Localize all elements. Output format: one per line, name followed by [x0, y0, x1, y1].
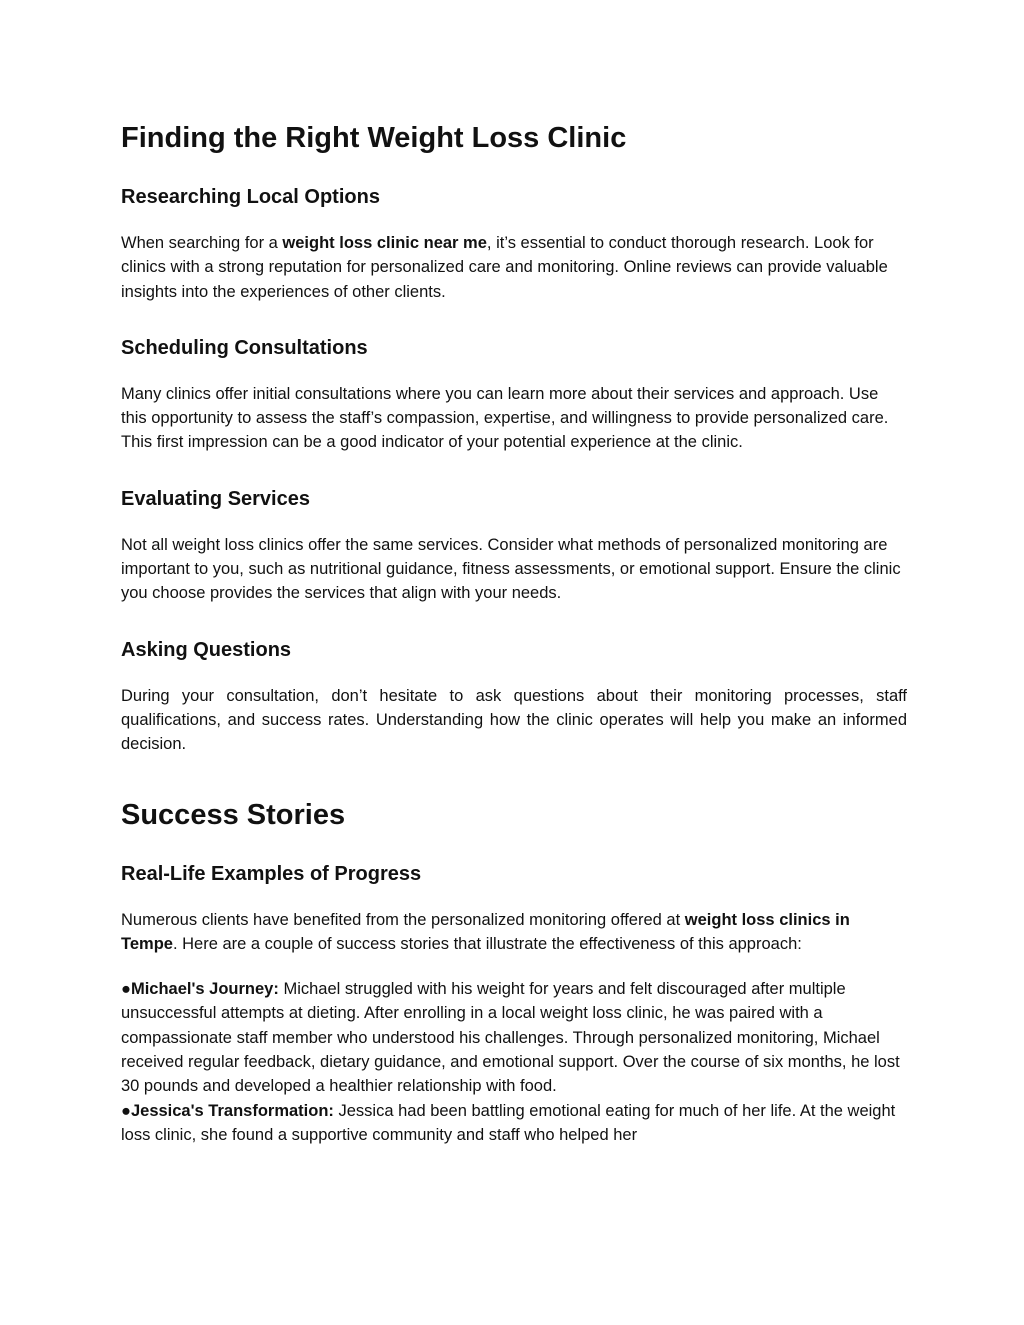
paragraph-text: Numerous clients have benefited from the personalized monitoring offered at — [121, 910, 685, 929]
heading-asking-questions: Asking Questions — [121, 638, 292, 661]
document-page — [121, 118, 907, 1147]
paragraph-text: , it’s essential to conduct thorough research. Look for clinics with a strong reputation for personalized care and monitoring. Online reviews can provide valuable insights into the experiences of other clients. — [121, 234, 888, 301]
paragraph-consultations: Many clinics offer initial consultations where you can learn more about their services and approach. Use this opportunity to assess the staff’s compassion, expertise, and willingness to provide personalized care. This first impression can be a good indicator of your potential experience at the clinic. — [121, 384, 889, 452]
paragraph-text: . Here are a couple of success stories that illustrate the effectiveness of this approach: — [172, 934, 802, 953]
heading-evaluating-services: Evaluating Services — [121, 487, 310, 510]
section-title-finding-clinic: Finding the Right Weight Loss Clinic — [121, 122, 627, 154]
bold-keyword-clinic-near-me: weight loss clinic near me — [282, 234, 487, 252]
heading-real-life-examples: Real-Life Examples of Progress — [121, 862, 422, 885]
story-name: Jessica's Transformation: — [130, 1101, 334, 1120]
paragraph-researching — [121, 231, 907, 304]
paragraph-text: When searching for a — [121, 234, 283, 252]
list-item-jessica — [121, 1099, 907, 1148]
paragraph-examples — [121, 908, 907, 957]
success-stories-list — [121, 977, 907, 1147]
paragraph-questions: During your consultation, don’t hesitate to ask questions about their monitoring processes, staff qualifications, and success rates. Understanding how the clinic operates will help you make an informed decision. — [121, 686, 907, 754]
list-item-michael — [121, 977, 907, 1098]
story-text: Jessica had been battling emotional eating for much of her life. At the weight loss clinic, she found a supportive community and staff who helped her — [121, 1101, 896, 1144]
bullet-icon: ● — [121, 1101, 131, 1120]
paragraph-services: Not all weight loss clinics offer the same services. Consider what methods of personalized monitoring are important to you, such as nutritional guidance, fitness assessments, or emotional support. Ensure the clinic you choose provides the services that align with your needs. — [121, 535, 901, 603]
heading-scheduling-consultations: Scheduling Consultations — [121, 336, 368, 359]
section-title-success-stories: Success Stories — [121, 798, 346, 831]
heading-researching-local-options: Researching Local Options — [121, 186, 380, 208]
bullet-icon: ● — [121, 980, 131, 999]
bold-keyword-clinics-in-tempe: weight loss clinics in Tempe — [121, 910, 850, 953]
story-text: Michael struggled with his weight for years and felt discouraged after multiple unsuccessful attempts at dieting. After enrolling in a local weight loss clinic, he was paired with a compassionate staff member who understood his challenges. Through personalized monitoring, Michael received regular feedback, dietary guidance, and emotional support. Over the course of six months, he lost 30 pounds and developed a healthier relationship with food. — [121, 980, 900, 1096]
story-name: Michael's Journey: — [130, 980, 279, 999]
